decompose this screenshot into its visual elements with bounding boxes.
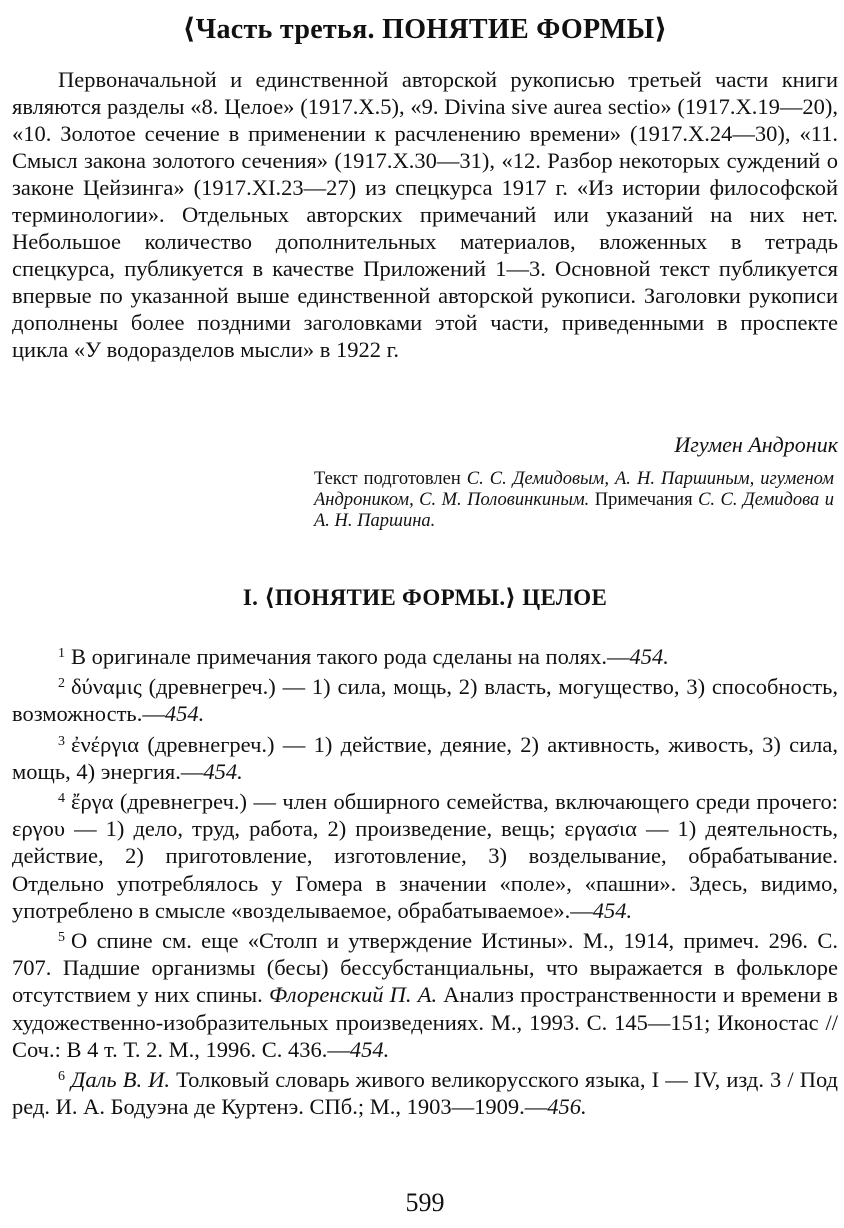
note-3 [12, 728, 838, 785]
section-title: I. ⟨ПОНЯТИЕ ФОРМЫ.⟩ ЦЕЛОЕ [242, 585, 608, 610]
note-page-ref: 456. [547, 1094, 587, 1120]
note-page-ref: 454. [349, 1036, 390, 1062]
note-2 [12, 670, 838, 727]
note-text: ἐνέργια (древнегреч.) — 1) действие, деяние, 2) активность, живость, 3) сила, мощь, 4) энергия.— [12, 731, 838, 784]
note-author: Даль В. И. [71, 1067, 171, 1093]
note-number: 6 [58, 1069, 65, 1085]
note-1 [12, 640, 838, 670]
note-number: 5 [58, 930, 65, 946]
page-number: 599 [405, 1188, 445, 1217]
notes-list [12, 640, 838, 1120]
note-page-ref: 454. [592, 897, 633, 923]
note-5 [12, 924, 838, 1063]
note-page-ref: 454. [203, 758, 243, 784]
note-4 [12, 785, 838, 924]
credits-notes-prefix: Примечания [589, 490, 699, 510]
intro-paragraph: Первоначальной и единственной авторской рукописью третьей части книги являются разделы «8. Целое» (1917.X.5), «9. Divina sive aurea sectio» (1917.X.19—20), «10. Золотое сечение в применении к расчленению времени» (1917.X.24—30), «11. Смысл закона золотого сечения» (1917.X.30—31), «12. Разбор некоторых суждений о законе Цейзинга» (1917.XI.23—27) из спецкурса 1917 г. «Из истории философской терминологии». Отдельных авторских примечаний или указаний на них нет. Небольшое количество дополнительных материалов, вложенных в тетрадь спецкурса, публикуется в качестве Приложений 1—3. Основной текст публикуется впервые по указанной выше единственной авторской рукописи. Заголовки рукописи дополнены более поздними заголовками этой части, приведенными в проспекте цикла «У водоразделов мысли» в 1922 г. [12, 67, 838, 362]
credits-prefix: Текст подготовлен [314, 469, 467, 489]
note-text-continued: Толковый словарь живого великорусского языка, I — IV, изд. 3 / Под ред. И. А. Бодуэна де Куртенэ. СПб.; М., 1903—1909.— [12, 1067, 839, 1120]
signature: Игумен Андроник [674, 432, 838, 457]
note-text: О спине см. еще «Столп и утверждение Истины». М., 1914, примеч. 296. С. 707. Падшие организмы (бесы) бессубстанциальны, что выражается в фольклоре отсутствием у них спины. [12, 928, 838, 1008]
note-text: В оригинале примечания такого рода сделаны на полях.— [71, 644, 630, 669]
part-title: ⟨Часть третья. ПОНЯТИЕ ФОРМЫ⟩ [182, 14, 668, 45]
note-page-ref: 454. [629, 644, 669, 669]
note-author: Флоренский П. А. [268, 982, 438, 1008]
note-page-ref: 454. [164, 701, 205, 727]
note-text-continued: Анализ пространственности и времени в художественно-изобразительных произведениях. М., 1993. С. 145—151; Иконостас // Соч.: В 4 т. Т. 2. М., 1996. С. 436.— [12, 982, 838, 1062]
note-6 [12, 1063, 838, 1120]
credits [314, 469, 834, 532]
credits-preparers: С. С. Демидовым, А. Н. Паршиным, игуменом Андроником, С. М. Половинкиным. [314, 469, 834, 510]
note-text: δύναμις (древнегреч.) — 1) сила, мощь, 2) власть, могущество, 3) способность, возможность.— [12, 674, 838, 727]
credits-notes-authors: С. С. Демидова и А. Н. Паршина. [314, 490, 834, 531]
note-number: 1 [58, 646, 65, 661]
note-text: ἔργα (древнегреч.) — член обширного семейства, включающего среди прочего: εργου — 1) дело, труд, работа, 2) произведение, вещь; εργασια — 1) деятельность, действие, 2) приготовление, изготовление, 3) возделывание, обрабатывание. Отдельно употреблялось у Гомера в значении «поле», «пашни». Здесь, видимо, употреблено в смысле «возделываемое, обрабатываемое».— [12, 789, 838, 923]
note-number: 2 [58, 676, 65, 692]
note-number: 4 [58, 791, 65, 807]
note-number: 3 [58, 733, 65, 749]
